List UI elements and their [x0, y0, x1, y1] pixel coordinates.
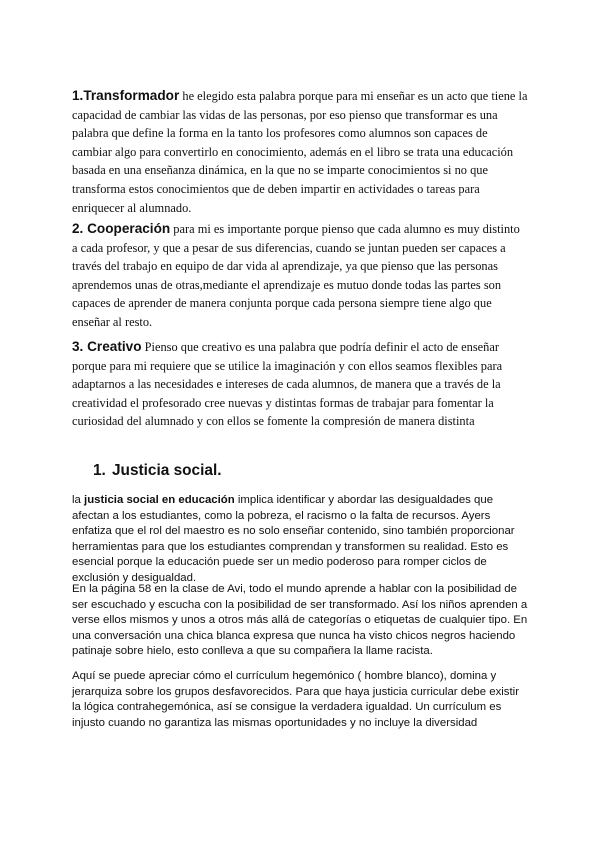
justice-paragraph-1: [72, 493, 528, 587]
justice-p1-start: la: [72, 494, 85, 506]
justice-heading: [93, 462, 222, 480]
justice-p1-bold: justicia social en educación: [84, 494, 235, 506]
section-creativo: [72, 338, 528, 431]
justice-heading-number: 1.: [93, 462, 106, 479]
justice-p1-rest: implica identificar y abordar las desigualdades que afectan a los estudiantes, como la pobreza, el racismo o la falta de recursos. Ayers enfatiza que el rol del maestro es no solo enseñar contenido, sino también proporcionar herramientas para que los estudiantes comprendan y transformen su realidad. Esto es esencial porque la educación puede ser un medio poderoso para romper ciclos de exclusión y desigualdad.: [72, 494, 515, 584]
section-text-creativo: Pienso que creativo es una palabra que podría definir el acto de enseñar porque para mi requiere que se utilice la imaginación y con ellos seamos flexibles para adaptarnos a las necesidades e intereses de cada alumnos, de manera que a través de la creatividad el profesorado cree nuevas y distintas formas de trabajar para fomentar la curiosidad del alumnado y con ellos se fomente la compresión de manera distinta: [72, 340, 503, 429]
section-text-cooperacion: para mi es importante porque pienso que cada alumno es muy distinto a cada profesor, y que a pesar de sus diferencias, cuando se juntan pueden ser capaces a través del trabajo en equipo de dar vida al aprendizaje, ya que pienso que las personas aprendemos unas de otras,mediante el aprendizaje es mutuo donde todas las partes son capaces de aprender de manera conjunta porque cada persona siempre tiene algo que enseñar al resto.: [72, 222, 520, 329]
section-cooperacion: [72, 220, 528, 332]
justice-heading-text: Justicia social.: [112, 462, 222, 479]
section-text-transformador: he elegido esta palabra porque para mi enseñar es un acto que tiene la capacidad de cambiar las vidas de las personas, por eso pienso que transformar es una palabra que define la forma en la tanto los profesores como alumnos son capaces de cambiar algo para convertirlo en conocimiento, además en el libro se trata una educación basada en una enseñanza dinámica, en la que no se imparte conocimientos si no que transforma estos conocimientos que de deben impartir en actividades o tareas para enriquecer al alumnado.: [72, 89, 528, 215]
section-title-creativo: 3. Creativo: [72, 339, 142, 354]
section-title-transformador: 1.Transformador: [72, 88, 180, 103]
justice-paragraph-2: En la página 58 en la clase de Avi, todo el mundo aprende a hablar con la posibilidad de ser escuchado y escucha con la posibilidad de ser transformado. Así los niños aprenden a verse ellos mismos y unos a otros más allá de categorías o etiquetas de cualquier tipo. En una conversación una chica blanca expresa que nunca ha visto chicos negros haciendo patinaje sobre hielo, esto conlleva a que su compañera la llame racista.: [72, 583, 528, 658]
section-transformador: [72, 87, 528, 217]
section-title-cooperacion: 2. Cooperación: [72, 221, 171, 236]
justice-paragraph-3: Aquí se puede apreciar cómo el currículum hegemónico ( hombre blanco), domina y jerarquiza sobre los grupos desfavorecidos. Para que haya justicia curricular debe existir la lógica contrahegemónica, así se consigue la verdadera igualdad. Un currículum es injusto cuando no garantiza las mismas oportunidades y no incluye la diversidad: [72, 670, 519, 729]
